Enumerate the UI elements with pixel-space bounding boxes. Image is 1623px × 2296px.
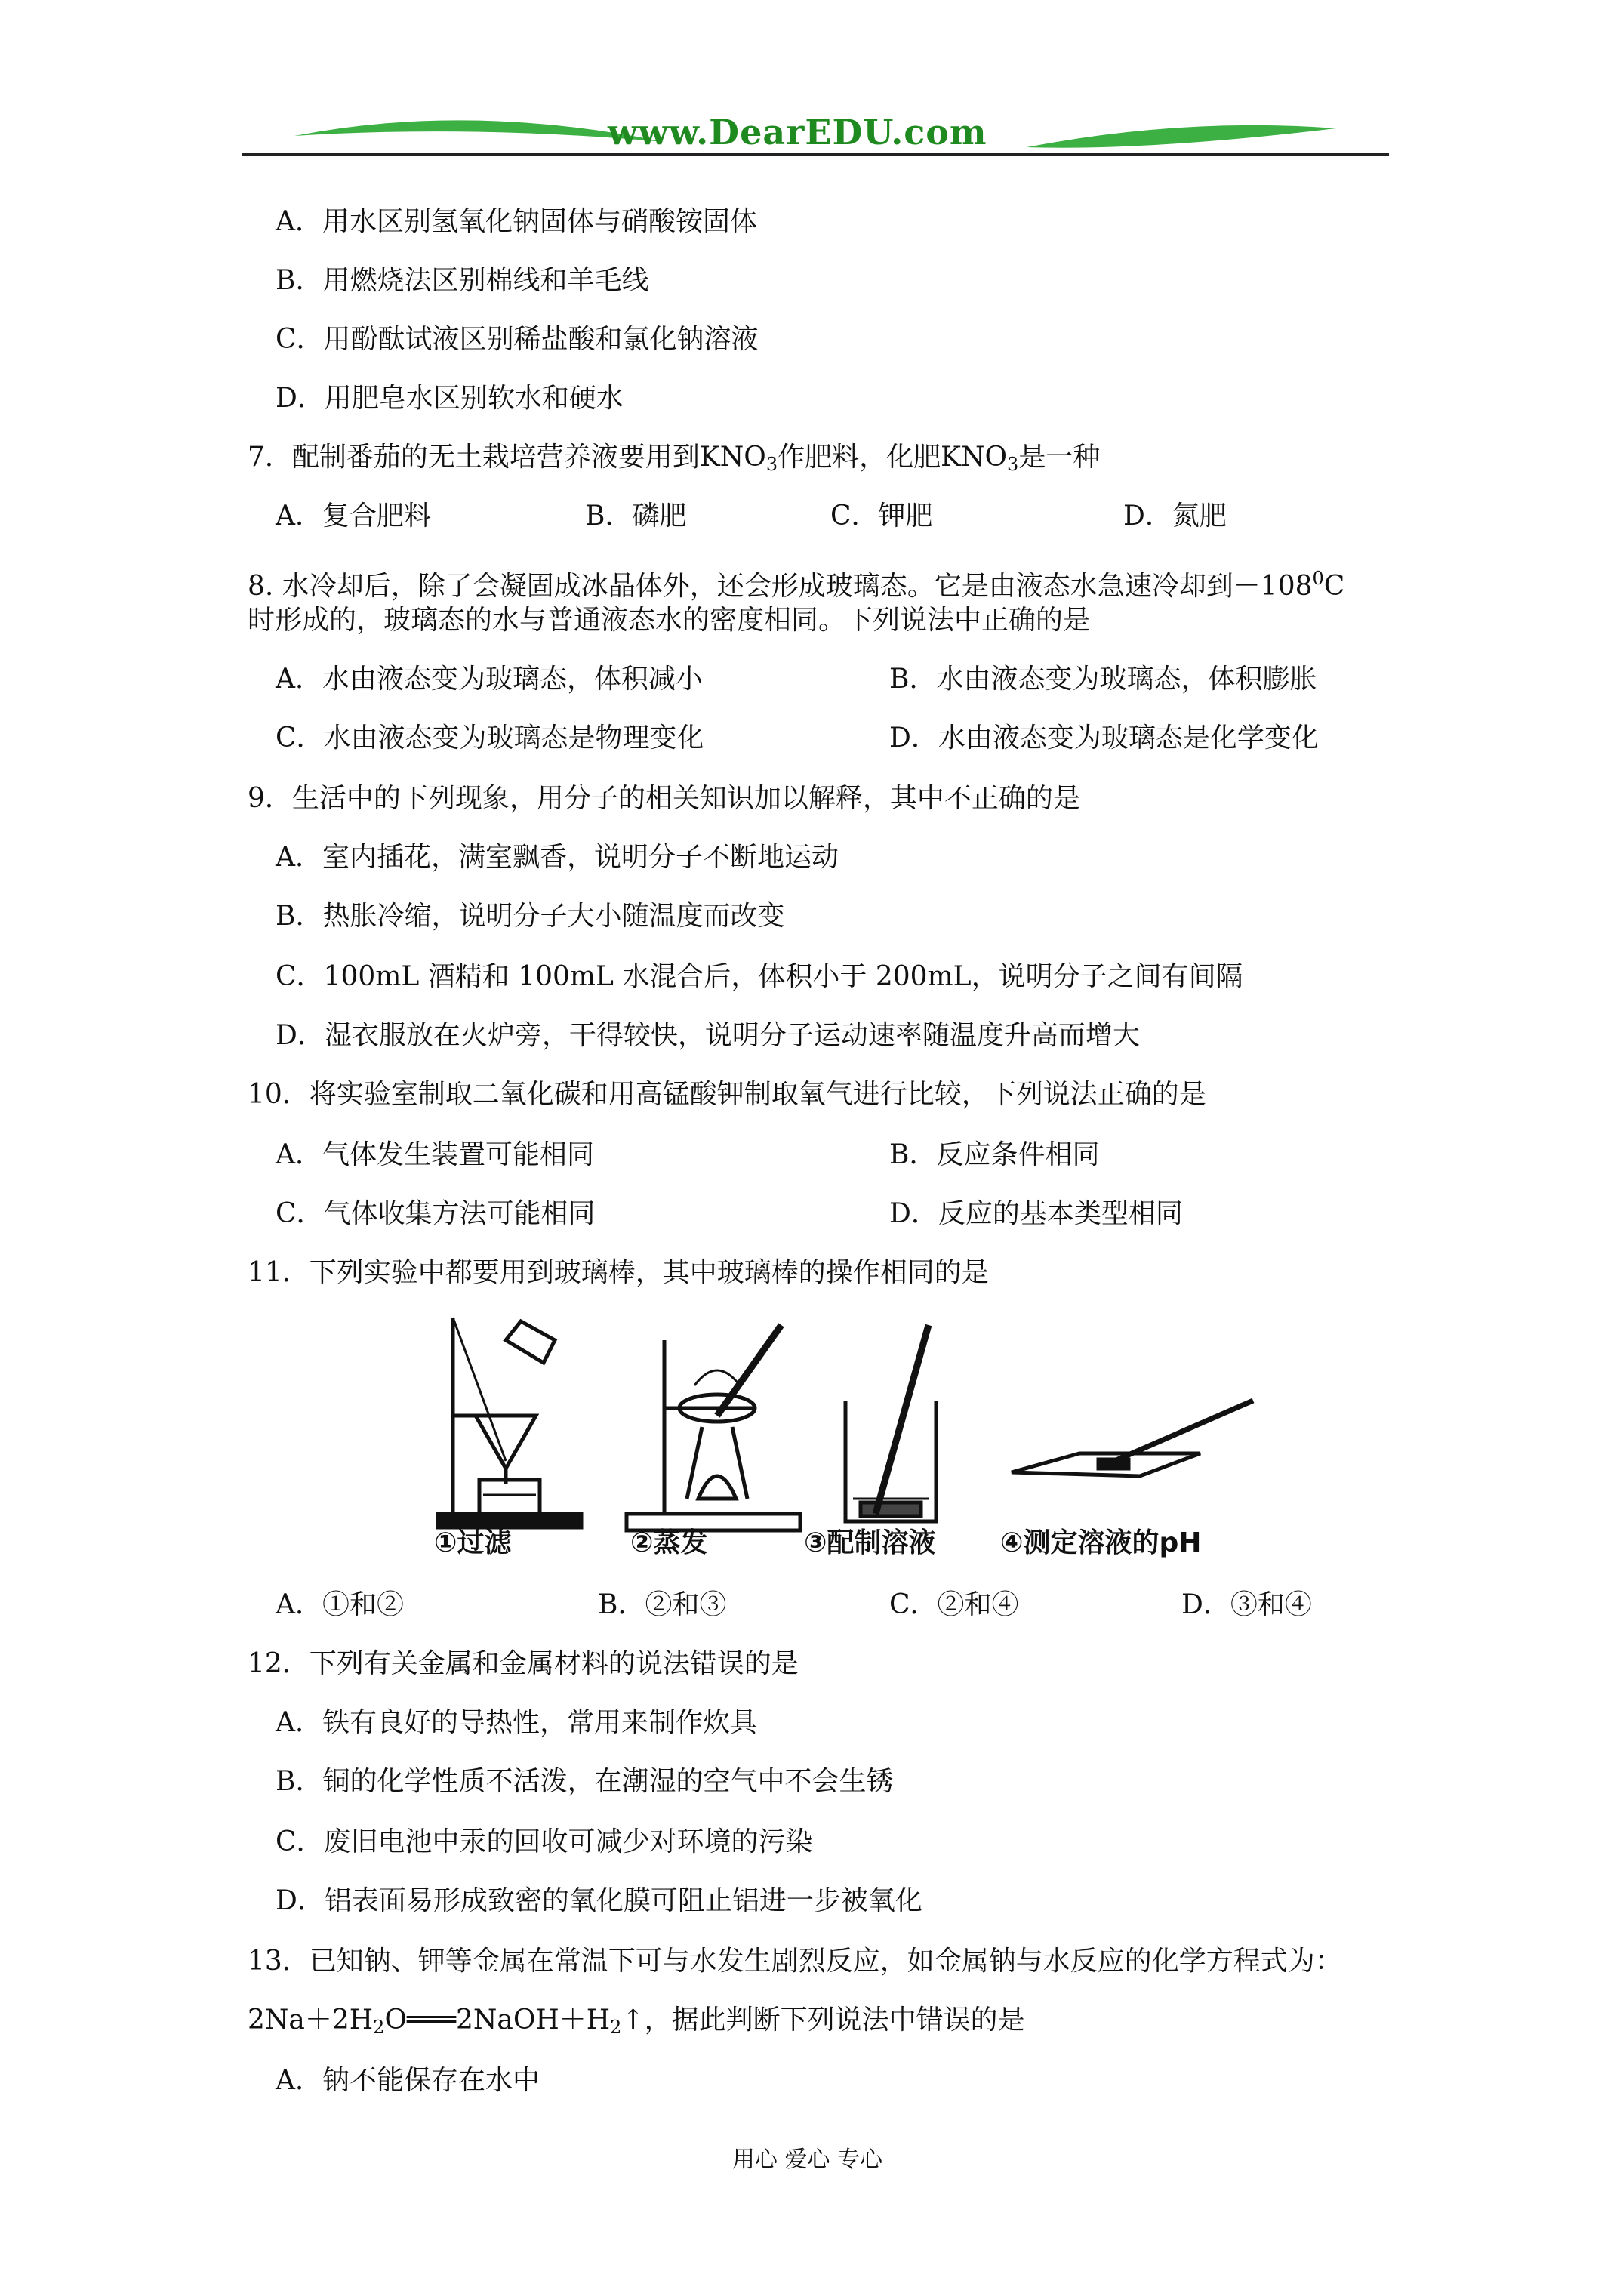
- q11-option-d: D．③和④: [1181, 1589, 1312, 1620]
- q6-option-d: D．用肥皂水区别软水和硬水: [276, 383, 624, 414]
- site-logo-text: www.DearEDU.com: [608, 112, 987, 153]
- q8-stem-line1: 8. 水冷却后，除了会凝固成冰晶体外，还会形成玻璃态。它是由液态水急速冷却到$-108^0C$: [248, 568, 1345, 602]
- beaker-stirring-icon: [845, 1325, 936, 1521]
- q8-option-a: A．水由液态变为玻璃态，体积减小: [276, 664, 703, 695]
- q6-option-b: B．用燃烧法区别棉线和羊毛线: [276, 265, 649, 296]
- ph-test-paper-icon: [1012, 1401, 1253, 1476]
- q7-option-d: D．氮肥: [1123, 501, 1227, 532]
- q8-option-c: C．水由液态变为玻璃态是物理变化: [276, 723, 704, 754]
- q8-option-d: D．水由液态变为玻璃态是化学变化: [889, 723, 1319, 754]
- q9-stem: 9．生活中的下列现象，用分子的相关知识加以解释，其中不正确的是: [248, 783, 1080, 814]
- q9-option-d: D．湿衣服放在火炉旁，干得较快，说明分子运动速率随温度升高而增大: [276, 1020, 1140, 1051]
- filtration-apparatus-icon: [438, 1318, 581, 1527]
- q12-option-d: D．铝表面易形成致密的氧化膜可阻止铝进一步被氧化: [276, 1885, 922, 1916]
- page-footer: 用心 爱心 专心: [732, 2147, 883, 2173]
- q11-option-b: B．②和③: [598, 1589, 727, 1620]
- q11-option-c: C．②和④: [889, 1589, 1019, 1620]
- q10-stem: 10．将实验室制取二氧化碳和用高锰酸钾制取氧气进行比较，下列说法正确的是: [248, 1079, 1206, 1110]
- figure-caption-ph: ④测定溶液的pH: [1000, 1527, 1202, 1558]
- q12-option-c: C．废旧电池中汞的回收可减少对环境的污染: [276, 1826, 813, 1857]
- q7-stem: 7．配制番茄的无土栽培营养液要用到$KNO_3$作肥料，化肥$KNO_3$是一种: [248, 442, 1101, 475]
- q7-option-b: B．磷肥: [585, 501, 687, 532]
- q9-option-c: C．100mL 酒精和 100mL 水混合后，体积小于 200mL，说明分子之间有间隔: [276, 961, 1243, 992]
- q10-option-d: D．反应的基本类型相同: [889, 1198, 1183, 1229]
- q8-stem-line2: 时形成的，玻璃态的水与普通液态水的密度相同。下列说法中正确的是: [248, 605, 1091, 636]
- header-rule: [242, 153, 1389, 156]
- q7-option-a: A．复合肥料: [276, 501, 431, 532]
- q11-option-a: A．①和②: [276, 1589, 404, 1620]
- q6-option-a: A．用水区别氢氧化钠固体与硝酸铵固体: [276, 206, 757, 237]
- q12-option-a: A．铁有良好的导热性，常用来制作炊具: [276, 1707, 757, 1738]
- q12-option-b: B．铜的化学性质不活泼，在潮湿的空气中不会生锈: [276, 1766, 894, 1797]
- q6-option-c: C．用酚酞试液区别稀盐酸和氯化钠溶液: [276, 324, 759, 355]
- q12-stem: 12．下列有关金属和金属材料的说法错误的是: [248, 1648, 799, 1679]
- q10-option-b: B．反应条件相同: [889, 1139, 1100, 1170]
- figure-caption-solution: ③配制溶液: [804, 1527, 936, 1558]
- q7-option-c: C．钾肥: [830, 501, 933, 532]
- q13-option-a: A．钠不能保存在水中: [276, 2065, 540, 2096]
- q9-option-b: B．热胀冷缩，说明分子大小随温度而改变: [276, 901, 785, 932]
- q11-stem: 11．下列实验中都要用到玻璃棒，其中玻璃棒的操作相同的是: [248, 1257, 989, 1288]
- q13-stem: 13．已知钠、钾等金属在常温下可与水发生剧烈反应，如金属钠与水反应的化学方程式为：: [248, 1946, 1342, 1977]
- q10-option-a: A．气体发生装置可能相同: [276, 1139, 594, 1170]
- figure-caption-filtration: ①过滤: [434, 1527, 512, 1558]
- q10-option-c: C．气体收集方法可能相同: [276, 1198, 596, 1229]
- figure-caption-evaporation: ②蒸发: [630, 1527, 708, 1558]
- evaporation-apparatus-icon: [627, 1325, 800, 1530]
- q13-equation: $2Na+2H_2O═══2NaOH+H_2↑$，据此判断下列说法中错误的是: [248, 2005, 1025, 2038]
- q9-option-a: A．室内插花，满室飘香，说明分子不断地运动: [276, 842, 839, 873]
- q8-option-b: B．水由液态变为玻璃态，体积膨胀: [889, 664, 1317, 695]
